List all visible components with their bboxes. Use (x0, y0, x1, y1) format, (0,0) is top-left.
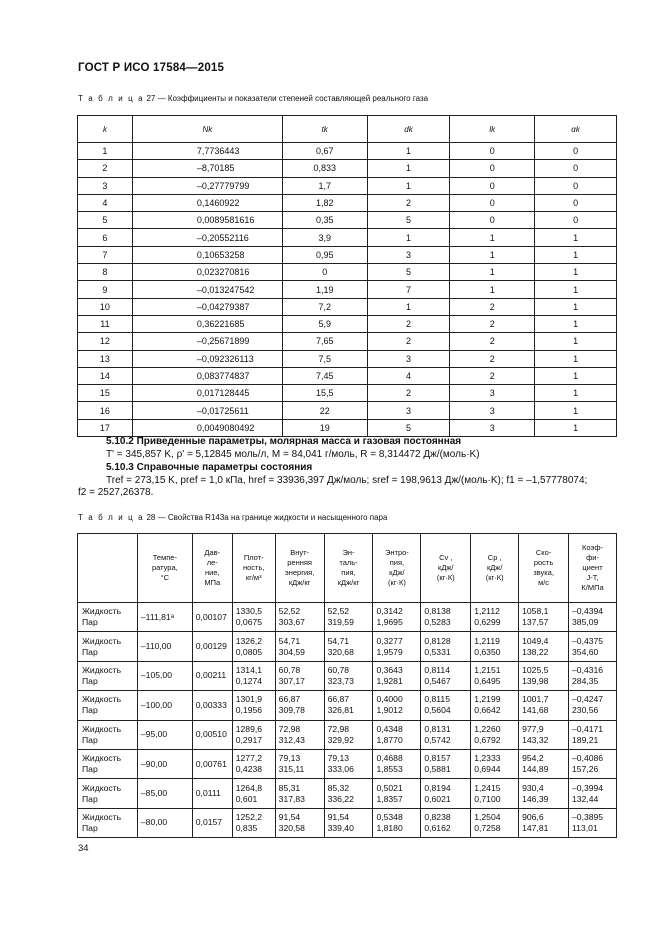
table-27-cell: 2 (78, 160, 133, 177)
table-27-row (78, 143, 617, 160)
table-28-header-cell: Плот- ность, кг/м³ (232, 534, 275, 603)
table-28-cell: 0,8157 0,5881 (421, 749, 471, 778)
table-27-cell: 5 (367, 264, 450, 281)
table-28-cell: 0,00510 (192, 720, 232, 749)
table-27-cell: –0,01725611 (132, 402, 282, 419)
table-27-cell: 5 (367, 212, 450, 229)
table-28-cell: 60,78 323,73 (324, 661, 373, 690)
table-27-cell: 0,0049080492 (132, 419, 282, 436)
table-27-cell: 1 (535, 367, 617, 384)
table-28-row-label: Жидкость Пар (78, 779, 138, 808)
table-28-cell: 91,54 320,58 (275, 808, 324, 837)
table-27-cell: 0 (535, 143, 617, 160)
table-28-cell: –100,00 (137, 691, 192, 720)
table-28-cell: –105,00 (137, 661, 192, 690)
table-28-cell: 1049,4 138,22 (519, 632, 569, 661)
table-27-row (78, 264, 617, 281)
table-28-row-label: Жидкость Пар (78, 720, 138, 749)
table-28-cell: 54,71 320,68 (324, 632, 373, 661)
table-27-cell: 6 (78, 229, 133, 246)
table-28-cell: –0,4086 157,26 (569, 749, 617, 778)
table-27-cell: 0 (282, 264, 367, 281)
table-28-cell: 52,52 303,67 (275, 603, 324, 632)
table-28-cell: 1,2199 0,6642 (471, 691, 519, 720)
table-27-cell: 13 (78, 350, 133, 367)
table-27-cell: 1 (535, 229, 617, 246)
section-5-10-3-heading: 5.10.3 Справочные параметры состояния (106, 462, 313, 473)
table-27-cell: 9 (78, 281, 133, 298)
section-5-10-2 (78, 436, 480, 461)
table-28-row-label: Жидкость Пар (78, 691, 138, 720)
table-27-cell: 12 (78, 333, 133, 350)
table-28-row-label: Жидкость Пар (78, 749, 138, 778)
table-28-cell: 0,00129 (192, 632, 232, 661)
table-28-header-cell: Внут- ренняя энергия, кДж/кг (275, 534, 324, 603)
table-27-cell: 1 (367, 160, 450, 177)
table-28-cell: 906,6 147,81 (519, 808, 569, 837)
table-28-cell: –110,00 (137, 632, 192, 661)
table-27-row (78, 194, 617, 211)
table-28-cell: 1025,5 139,98 (519, 661, 569, 690)
table-27-cell: 3 (367, 350, 450, 367)
table-28-cell: 954,2 144,89 (519, 749, 569, 778)
table-28-cell: –0,4316 284,35 (569, 661, 617, 690)
table-27-cell: 1 (367, 143, 450, 160)
table-27-cell: 0,36221685 (132, 315, 282, 332)
table-28-header-cell: Коэф- фи- циент J-T, К/МПа (569, 534, 617, 603)
table-27-row (78, 212, 617, 229)
table-28-cell: 1326,2 0,0805 (232, 632, 275, 661)
table-27-header-cell: k (78, 116, 133, 143)
table-28-cell: –95,00 (137, 720, 192, 749)
table-27-cell: 0 (450, 194, 535, 211)
table-28-cell: 1,2112 0,6299 (471, 603, 519, 632)
table-27-cell: 1 (367, 298, 450, 315)
table-27-cell: 1 (450, 281, 535, 298)
table-27-cell: –0,092326113 (132, 350, 282, 367)
table-27-cell: 2 (450, 315, 535, 332)
table-27-cell: 1,7 (282, 177, 367, 194)
table-27-cell: 3 (367, 246, 450, 263)
table-28-cell: 1058,1 137,57 (519, 603, 569, 632)
table-27-row (78, 177, 617, 194)
table-27-cell: 0,083774837 (132, 367, 282, 384)
table-27-cell: 0,35 (282, 212, 367, 229)
table-27-cell: 3 (450, 385, 535, 402)
section-5-10-3-text-2: f2 = 2527,26378. (78, 487, 154, 498)
table-27-row (78, 298, 617, 315)
table-27-cell: –0,27779799 (132, 177, 282, 194)
table-27-cell: 7,7736443 (132, 143, 282, 160)
table-28-cell: 0,00333 (192, 691, 232, 720)
table-28-cell: 0,00107 (192, 603, 232, 632)
table-27-cell: 2 (450, 350, 535, 367)
table-28-row-label: Жидкость Пар (78, 808, 138, 837)
table-28-cell: –90,00 (137, 749, 192, 778)
table-27-cell: 15 (78, 385, 133, 402)
table-27-cell: 0,10653258 (132, 246, 282, 263)
table-27-cell: –0,04279387 (132, 298, 282, 315)
table-27-cell: 3 (450, 419, 535, 436)
table-28-row (78, 720, 617, 749)
table-27-cell: 10 (78, 298, 133, 315)
table-27-row (78, 229, 617, 246)
table-27-cell: 0,023270816 (132, 264, 282, 281)
table-27-cell: 0 (450, 177, 535, 194)
table-27-cell: 1 (535, 315, 617, 332)
table-28-row (78, 808, 617, 837)
table-28-cell: 0,5348 1,8180 (373, 808, 421, 837)
table-27-cell: 7,45 (282, 367, 367, 384)
table-28-cell: 0,5021 1,8357 (373, 779, 421, 808)
table-28-cell: 85,31 317,83 (275, 779, 324, 808)
table-27-caption-text: 27 — Коэффициенты и показатели степеней составляющей реального газа (146, 94, 429, 103)
table-27-header-cell: Nk (132, 116, 282, 143)
table-28-cell: –0,4394 385,09 (569, 603, 617, 632)
table-28-cell: 1001,7 141,68 (519, 691, 569, 720)
table-27-cell: 0,67 (282, 143, 367, 160)
table-28-cell: 1,2151 0,6495 (471, 661, 519, 690)
table-27-cell: 0 (535, 212, 617, 229)
table-28-cell: 60,78 307,17 (275, 661, 324, 690)
table-28-row (78, 779, 617, 808)
table-28-cell: 85,32 336,22 (324, 779, 373, 808)
table-28-row-label: Жидкость Пар (78, 661, 138, 690)
table-28-cell: 0,8138 0,5283 (421, 603, 471, 632)
table-27-cell: 1,19 (282, 281, 367, 298)
table-27-cell: 1 (535, 385, 617, 402)
table-28-cell: 0,8238 0,6162 (421, 808, 471, 837)
table-28-cell: 0,0157 (192, 808, 232, 837)
table-28-header-cell: Энтро- пия, кДж/ (кг·К) (373, 534, 421, 603)
table-28-cell: 0,3643 1,9281 (373, 661, 421, 690)
table-27-cell: 7,65 (282, 333, 367, 350)
table-28-cell: –0,4171 189,21 (569, 720, 617, 749)
table-28-row (78, 632, 617, 661)
table-28-cell: –111,81ᵃ (137, 603, 192, 632)
table-28-cell: 0,4000 1,9012 (373, 691, 421, 720)
table-28-cell: 930,4 146,39 (519, 779, 569, 808)
table-28-row-label: Жидкость Пар (78, 603, 138, 632)
table-28-cell: 0,8115 0,5604 (421, 691, 471, 720)
table-28-cell: 66,87 326,81 (324, 691, 373, 720)
table-27-cell: 1 (535, 333, 617, 350)
table-27-cell: –0,20552116 (132, 229, 282, 246)
table-28-row-label: Жидкость Пар (78, 632, 138, 661)
table-27-cell: 1 (450, 229, 535, 246)
table-28-cell: 72,98 329,92 (324, 720, 373, 749)
table-28 (77, 533, 617, 838)
table-27-cell: 1 (78, 143, 133, 160)
table-28-cell: 1,2119 0,6350 (471, 632, 519, 661)
table-27-cell: 17 (78, 419, 133, 436)
table-27-cell: 0,017128445 (132, 385, 282, 402)
table-28-cell: 91,54 339,40 (324, 808, 373, 837)
table-28-cell: 1,2260 0,6792 (471, 720, 519, 749)
table-28-cell: 1,2415 0,7100 (471, 779, 519, 808)
table-28-header-row (78, 534, 617, 603)
table-27-row (78, 281, 617, 298)
table-27-cell: 3 (450, 402, 535, 419)
table-28-cell: 79,13 315,11 (275, 749, 324, 778)
table-27-cell: 1,82 (282, 194, 367, 211)
table-28-cell: 0,3142 1,9695 (373, 603, 421, 632)
table-27-cell: 1 (535, 246, 617, 263)
table-27-row (78, 402, 617, 419)
table-27-caption-prefix: Т а б л и ц а (78, 94, 145, 103)
table-27-cell: 1 (367, 229, 450, 246)
table-27-row (78, 246, 617, 263)
table-27-cell: 0,95 (282, 246, 367, 263)
table-27-cell: 0 (450, 212, 535, 229)
table-27-cell: 1 (535, 264, 617, 281)
table-28-caption-text: 28 — Свойства R143a на границе жидкости и насыщенного пара (146, 513, 388, 522)
table-28-cell: –85,00 (137, 779, 192, 808)
table-28-header-cell: Cp , кДж/ (кг·К) (471, 534, 519, 603)
table-28-header-cell: Эн- таль- пия, кДж/кг (324, 534, 373, 603)
table-27-cell: 7 (367, 281, 450, 298)
table-27-caption (78, 94, 428, 103)
table-27-cell: 11 (78, 315, 133, 332)
table-28-header-cell (78, 534, 138, 603)
table-28-cell: 0,00761 (192, 749, 232, 778)
table-27-cell: 7,5 (282, 350, 367, 367)
table-27-cell: 7 (78, 246, 133, 263)
section-5-10-2-text: T' = 345,857 K, ρ' = 5,12845 моль/л, M = 84,041 г/моль, R = 8,314472 Дж/(моль·K) (106, 448, 480, 460)
table-27-cell: 0,0089581616 (132, 212, 282, 229)
table-28-header-cell: Ско- рость звука, м/с (519, 534, 569, 603)
table-28-row (78, 691, 617, 720)
section-5-10-2-heading: 5.10.2 Приведенные параметры, молярная масса и газовая постоянная (106, 436, 462, 447)
table-28-cell: –0,4247 230,56 (569, 691, 617, 720)
table-28-cell: 0,8114 0,5467 (421, 661, 471, 690)
table-28-cell: 0,8131 0,5742 (421, 720, 471, 749)
table-27-cell: 0 (450, 143, 535, 160)
table-28-cell: 0,4688 1,8553 (373, 749, 421, 778)
table-28-cell: 0,8128 0,5331 (421, 632, 471, 661)
table-28-cell: 1264,8 0,601 (232, 779, 275, 808)
table-28-cell: 79,13 333,06 (324, 749, 373, 778)
table-27-cell: 19 (282, 419, 367, 436)
table-28-cell: 977,9 143,32 (519, 720, 569, 749)
table-27-cell: 2 (367, 315, 450, 332)
table-27-cell: 0 (535, 177, 617, 194)
table-27-cell: –0,25671899 (132, 333, 282, 350)
table-28-cell: 1,2333 0,6944 (471, 749, 519, 778)
table-28-cell: 0,00211 (192, 661, 232, 690)
table-27-cell: 1 (535, 419, 617, 436)
table-27-cell: 1 (535, 281, 617, 298)
table-28-cell: 54,71 304,59 (275, 632, 324, 661)
table-28-header-cell: Темпе- ратура, °C (137, 534, 192, 603)
table-28-cell: –80,00 (137, 808, 192, 837)
table-27-cell: 2 (367, 333, 450, 350)
table-27-cell: 0,833 (282, 160, 367, 177)
table-28-cell: 1277,2 0,4238 (232, 749, 275, 778)
table-27-cell: 1 (450, 264, 535, 281)
table-28-header-cell: Cv , кДж/ (кг·К) (421, 534, 471, 603)
table-27-cell: 14 (78, 367, 133, 384)
table-27-cell: 15,5 (282, 385, 367, 402)
table-28-row (78, 603, 617, 632)
table-27-cell: 5 (367, 419, 450, 436)
table-27-header-cell: lk (450, 116, 535, 143)
table-27-cell: 4 (78, 194, 133, 211)
table-27-cell: 5 (78, 212, 133, 229)
table-27-cell: 0 (535, 160, 617, 177)
table-28-cell: 1252,2 0,835 (232, 808, 275, 837)
table-27-row (78, 419, 617, 436)
table-28-cell: 1289,6 0,2917 (232, 720, 275, 749)
table-27-cell: 2 (450, 298, 535, 315)
table-27-header-row (78, 116, 617, 143)
table-27-header-cell: αk (535, 116, 617, 143)
table-28-caption-prefix: Т а б л и ц а (78, 513, 145, 522)
table-27-row (78, 350, 617, 367)
table-27-cell: 2 (367, 385, 450, 402)
table-28-cell: 0,4348 1,8770 (373, 720, 421, 749)
table-27-row (78, 367, 617, 384)
table-27-row (78, 315, 617, 332)
table-27-cell: –0,013247542 (132, 281, 282, 298)
table-27-cell: 2 (450, 367, 535, 384)
table-27-header-cell: tk (282, 116, 367, 143)
table-27-cell: 22 (282, 402, 367, 419)
table-27-row (78, 333, 617, 350)
table-27-cell: 7,2 (282, 298, 367, 315)
table-27-cell: 3 (78, 177, 133, 194)
table-28-cell: 1330,5 0,0675 (232, 603, 275, 632)
table-28-cell: 1314,1 0,1274 (232, 661, 275, 690)
page-number: 34 (78, 843, 89, 854)
table-27-cell: 1 (535, 350, 617, 367)
table-28-cell: –0,4375 354,60 (569, 632, 617, 661)
table-28-cell: 72,98 312,43 (275, 720, 324, 749)
table-27-cell: 2 (367, 194, 450, 211)
table-28-cell: –0,3994 132,44 (569, 779, 617, 808)
table-27-cell: 3,9 (282, 229, 367, 246)
table-27-cell: 16 (78, 402, 133, 419)
table-28-row (78, 661, 617, 690)
table-28-cell: 52,52 319,59 (324, 603, 373, 632)
table-27-cell: 4 (367, 367, 450, 384)
table-27-cell: 3 (367, 402, 450, 419)
table-27-cell: 8 (78, 264, 133, 281)
table-27-header-cell: dk (367, 116, 450, 143)
table-27-cell: 1 (367, 177, 450, 194)
table-27-cell: 1 (535, 402, 617, 419)
table-28-cell: 1301,9 0,1956 (232, 691, 275, 720)
table-27-cell: 2 (450, 333, 535, 350)
table-28-cell: 0,0111 (192, 779, 232, 808)
table-28-cell: –0,3895 113,01 (569, 808, 617, 837)
table-27-cell: 1 (535, 298, 617, 315)
table-28-header-cell: Дав- ле- ние, МПа (192, 534, 232, 603)
table-28-cell: 0,8194 0,6021 (421, 779, 471, 808)
table-27-cell: 0 (535, 194, 617, 211)
table-28-row (78, 749, 617, 778)
table-27-row (78, 385, 617, 402)
table-27-cell: 0 (450, 160, 535, 177)
document-header: ГОСТ Р ИСО 17584—2015 (78, 62, 225, 74)
table-28-cell: 1,2504 0,7258 (471, 808, 519, 837)
section-5-10-3 (78, 462, 587, 500)
table-27-cell: 0,1460922 (132, 194, 282, 211)
table-27-cell: 5,9 (282, 315, 367, 332)
table-28-cell: 66,87 309,78 (275, 691, 324, 720)
table-27-row (78, 160, 617, 177)
table-28-cell: 0,3277 1,9579 (373, 632, 421, 661)
table-27-cell: 1 (450, 246, 535, 263)
table-27-cell: –8,70185 (132, 160, 282, 177)
table-27 (77, 115, 617, 437)
table-28-caption (78, 513, 387, 522)
section-5-10-3-text-1: Tref = 273,15 K, pref = 1,0 кПа, href = 33936,397 Дж/моль; sref = 198,9613 Дж/(моль·K); f1 = –1,57778074; (106, 474, 588, 486)
